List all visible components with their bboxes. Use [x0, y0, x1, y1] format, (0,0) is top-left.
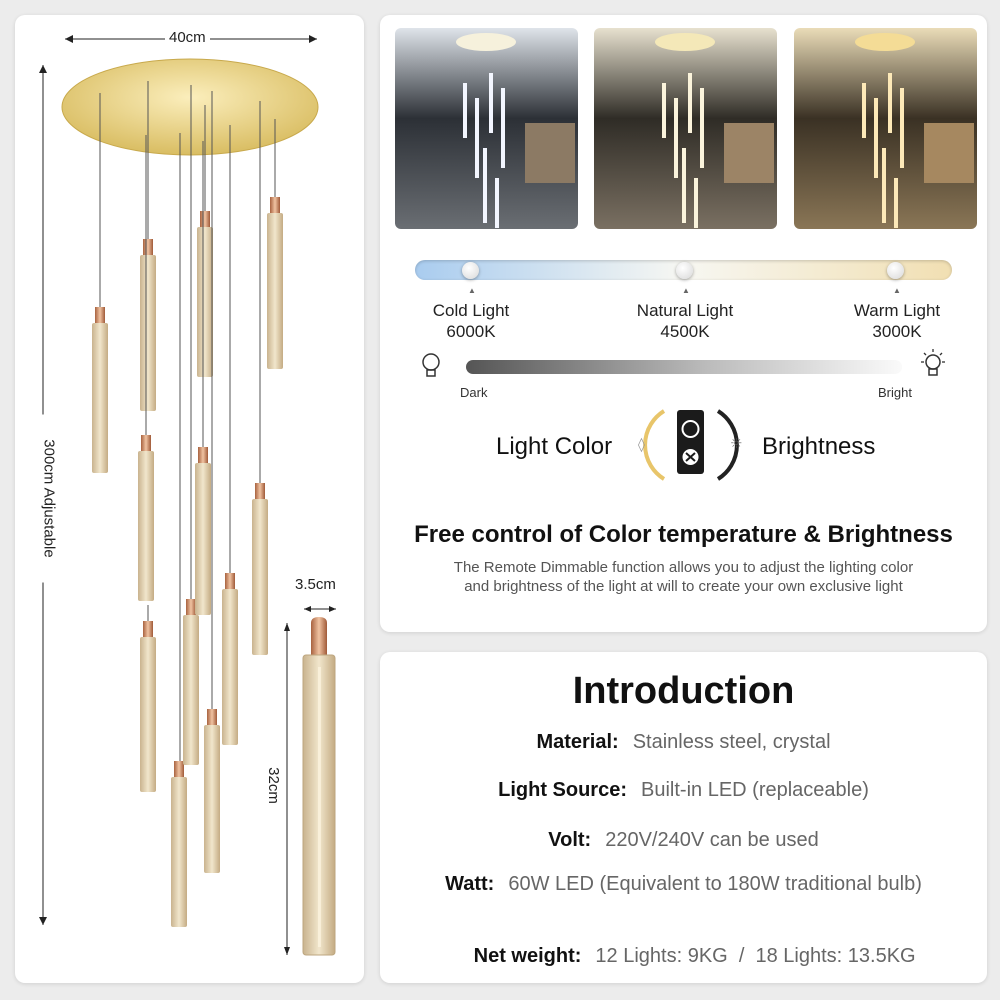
height-label: 300cm Adjustable — [41, 415, 58, 583]
tick-warm: ▲ — [893, 286, 901, 295]
brightness-slider[interactable] — [466, 360, 902, 374]
svg-text:◊: ◊ — [638, 437, 645, 453]
svg-text:☼: ☼ — [730, 436, 743, 452]
natural-knob[interactable] — [676, 262, 693, 279]
cold-light-label: Cold Light 6000K — [432, 301, 510, 341]
tick-natural: ▲ — [682, 286, 690, 295]
spec-row: Light Source: Built-in LED (replaceable) — [498, 779, 869, 801]
spec-row: Material: Stainless steel, crystal — [536, 731, 831, 753]
tick-cold: ▲ — [468, 286, 476, 295]
pendant-lights — [92, 81, 283, 927]
feature-line-1: The Remote Dimmable function allows you to adjust the lighting color — [453, 559, 914, 576]
feature-line-2: and brightness of the light at will to create your own exclusive light — [464, 578, 903, 595]
tube-length-label: 32cm — [264, 767, 282, 804]
bright-label: Bright — [878, 385, 912, 400]
dimension-panel — [15, 15, 364, 983]
control-panel — [380, 15, 987, 632]
bulb-dim-icon — [420, 352, 442, 385]
spec-row: Net weight: 12 Lights: 9KG / 18 Lights: 13.5KG — [473, 945, 916, 967]
feature-title: Free control of Color temperature & Brightness — [414, 521, 953, 548]
light-color-label: Light Color — [496, 433, 613, 460]
tube-width-label: 3.5cm — [295, 576, 336, 593]
warm-knob[interactable] — [887, 262, 904, 279]
photo-natural-light — [594, 28, 777, 229]
cold-knob[interactable] — [462, 262, 479, 279]
photo-cold-light — [395, 28, 578, 229]
brightness-label: Brightness — [762, 433, 876, 460]
natural-light-label: Natural Light 4500K — [636, 301, 734, 341]
chandelier-drawing — [15, 15, 364, 983]
single-tube-detail — [284, 606, 336, 955]
bulb-bright-icon — [918, 348, 948, 385]
dark-label: Dark — [460, 385, 488, 400]
warm-light-label: Warm Light 3000K — [853, 301, 941, 341]
spec-row: Volt: 220V/240V can be used — [548, 829, 819, 851]
remote-control[interactable] — [626, 401, 756, 496]
introduction-panel — [380, 652, 987, 983]
width-label: 40cm — [165, 29, 210, 46]
introduction-title: Introduction — [572, 670, 795, 712]
spec-row: Watt: 60W LED (Equivalent to 180W traditional bulb) — [445, 873, 922, 895]
photo-warm-light — [794, 28, 977, 229]
